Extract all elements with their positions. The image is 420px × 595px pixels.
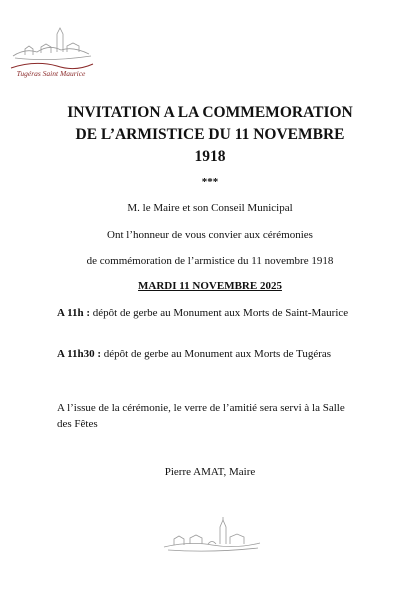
schedule-time: A 11h : bbox=[57, 307, 91, 319]
hosts-line: M. le Maire et son Conseil Municipal bbox=[127, 202, 293, 214]
invitation-title bbox=[40, 102, 380, 168]
invite-line: Ont l’honneur de vous convier aux cérémonies bbox=[107, 229, 313, 241]
footer-drawing bbox=[160, 517, 264, 553]
village-church-drawing-icon bbox=[160, 517, 264, 553]
signature: Pierre AMAT, Maire bbox=[164, 466, 256, 478]
invite-line: de commémoration de l’armistice du 11 novembre 1918 bbox=[86, 255, 334, 267]
village-church-logo-icon bbox=[5, 22, 97, 78]
title-line: 1918 bbox=[194, 148, 226, 165]
schedule-time: A 11h30 : bbox=[57, 348, 102, 360]
schedule-text: dépôt de gerbe au Monument aux Morts de Saint-Maurice bbox=[90, 307, 349, 319]
closing-paragraph: A l’issue de la cérémonie, le verre de l’amitié sera servi à la Salle des Fêtes bbox=[57, 402, 345, 430]
schedule-text: dépôt de gerbe au Monument aux Morts de Tugéras bbox=[101, 348, 332, 360]
schedule-item bbox=[57, 347, 367, 361]
title-line: DE L’ARMISTICE DU 11 NOVEMBRE bbox=[75, 126, 345, 143]
event-date-text: MARDI 11 NOVEMBRE 2025 bbox=[138, 280, 282, 292]
title-line: INVITATION A LA COMMEMORATION bbox=[67, 104, 353, 121]
village-logo bbox=[5, 22, 97, 78]
schedule-item bbox=[57, 306, 367, 320]
separator: *** bbox=[201, 176, 219, 188]
event-date bbox=[0, 280, 420, 292]
logo-text: Tugéras Saint Maurice bbox=[16, 69, 86, 78]
